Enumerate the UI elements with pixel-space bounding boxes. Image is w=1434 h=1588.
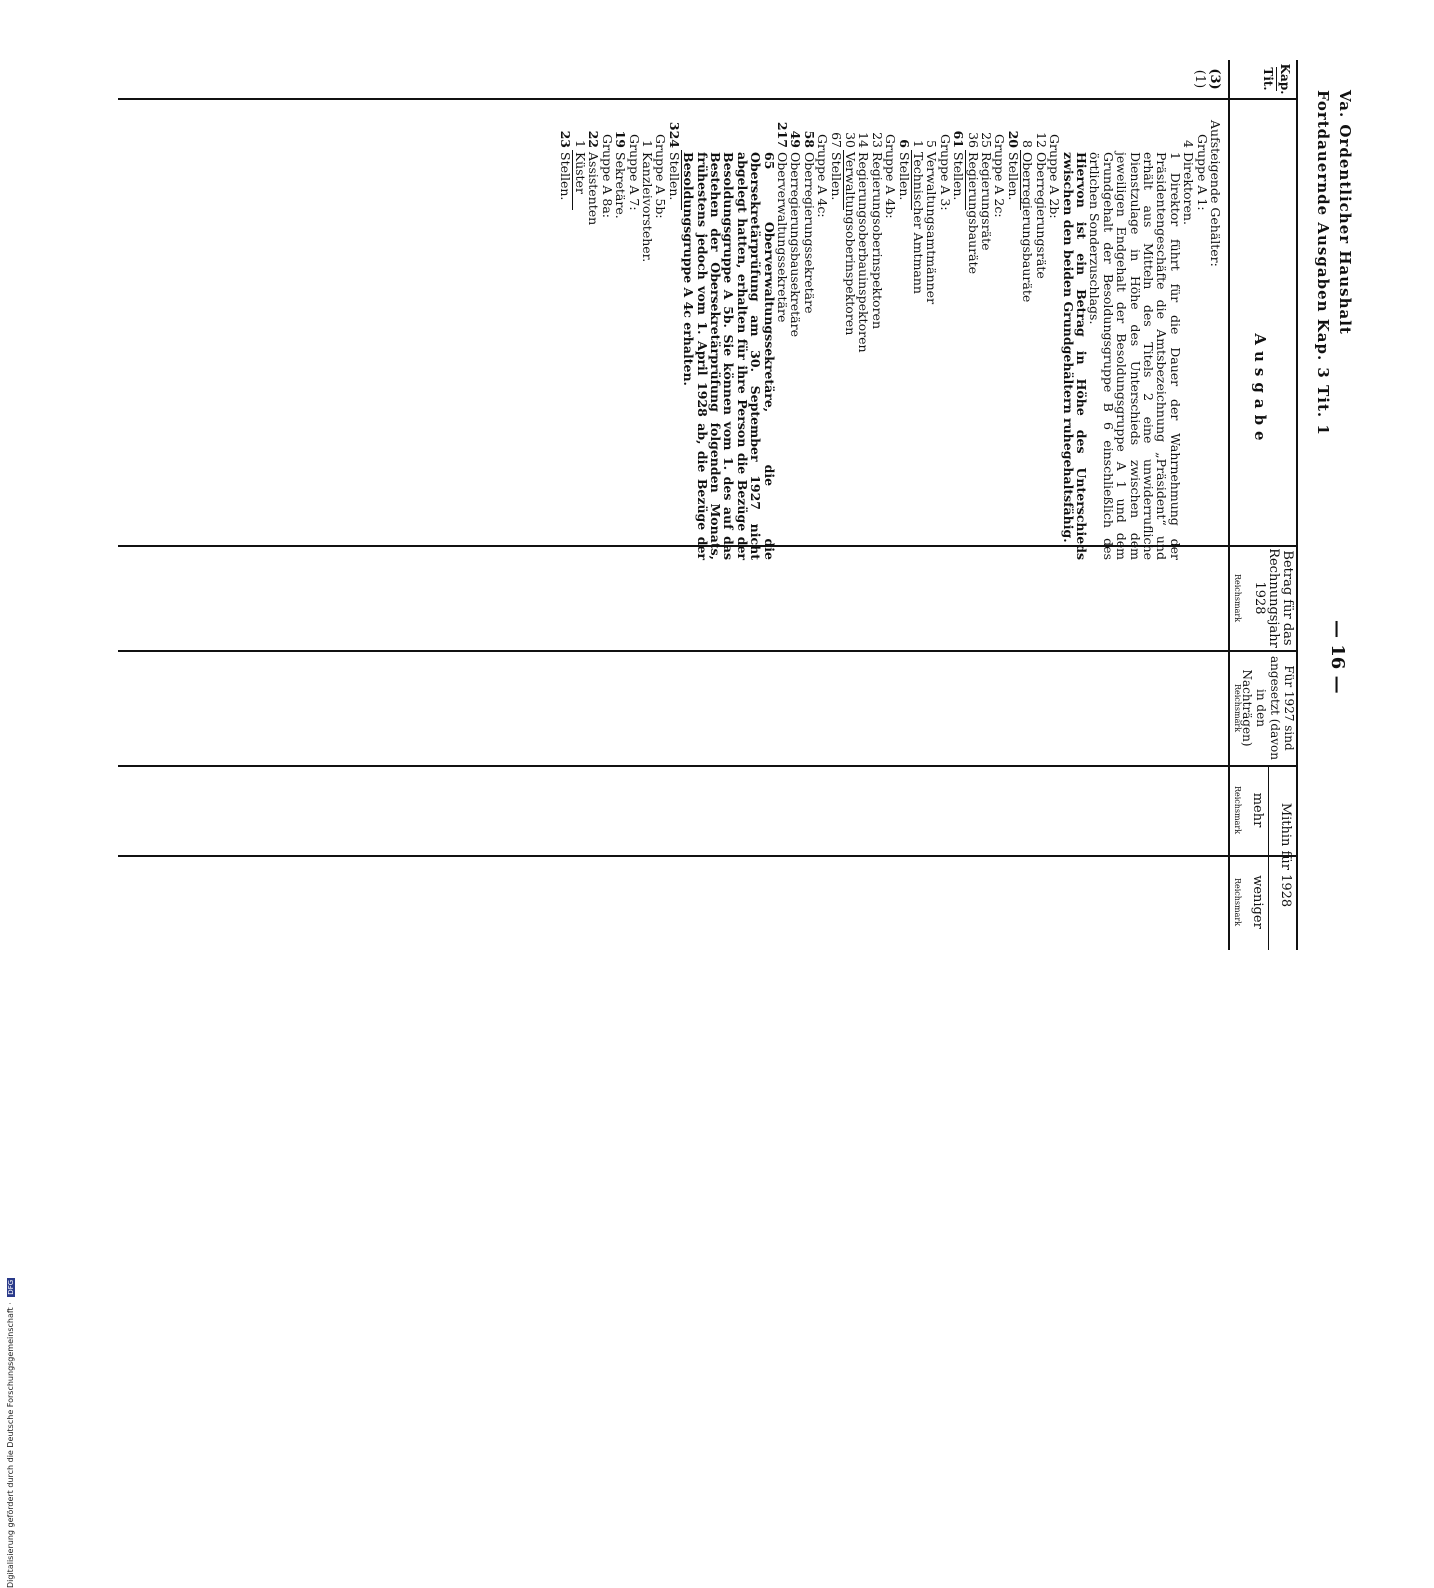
kap-label: Kap.	[1278, 63, 1292, 95]
count: 4	[1181, 140, 1197, 148]
weniger-header: weniger	[1250, 875, 1265, 929]
dfg-logo: DFG	[7, 1279, 15, 1295]
kap-tit-header	[1261, 60, 1292, 98]
header-bottom-rule	[1229, 60, 1231, 950]
mithin-header: Mithin für 1928	[1278, 802, 1293, 908]
weniger-unit: Reichsmark	[1233, 877, 1242, 927]
group-heading: Gruppe A 7:	[626, 134, 642, 211]
position-label: Verwaltungsoberinspektoren	[843, 152, 859, 336]
count: 22	[586, 130, 602, 148]
kap-tit-divider	[1276, 67, 1277, 91]
sum-label: Stellen.	[951, 152, 967, 201]
position-label: Oberregierungsräte	[1033, 152, 1049, 279]
count: 1	[572, 140, 588, 148]
betrag-header: Betrag für das Rechnungsjahr 1928	[1252, 548, 1295, 648]
sum-label: Stellen.	[666, 152, 682, 201]
group-heading: Gruppe A 4b:	[883, 134, 899, 219]
credit-text: Digitalisierung gefördert durch die Deutsche Forschungsgemeinschaft	[6, 1307, 15, 1588]
page-number: — 16 —	[1327, 620, 1348, 694]
ausgabe-body	[559, 120, 1222, 560]
sidebar-credit: Digitalisierung gefördert durch die Deutsche Forschungsgemeinschaft · DFG	[6, 1279, 15, 1588]
sum-label: Stellen.	[896, 152, 912, 201]
count: 36	[965, 132, 981, 148]
header-rule	[1296, 60, 1298, 950]
sum-label: Stellen.	[558, 152, 574, 201]
group-heading: Gruppe A 2c:	[992, 134, 1008, 218]
count: 5	[924, 140, 940, 148]
position-label: Regierungsoberinspektoren	[869, 152, 885, 330]
count: 1	[639, 140, 655, 148]
col-rule-mehr	[118, 855, 1298, 857]
sum-count: 324	[666, 121, 682, 148]
betrag-unit: Reichsmark	[1233, 573, 1242, 623]
note-paragraph-bold: Hiervon ist ein Betrag in Höhe des Unterschieds zwischen den beiden Grundgehältern ruhegehaltsfähig.	[1060, 152, 1089, 560]
position-label: Direktoren.	[1181, 152, 1197, 225]
tit-label: Tit.	[1261, 67, 1275, 91]
header-title: Va. Ordentlicher Haushalt	[1336, 90, 1354, 335]
tit-value: (1)	[1192, 69, 1207, 89]
position-label: Küster	[572, 152, 588, 194]
position-label: Assistenten	[586, 152, 602, 226]
sum-count: 23	[558, 130, 574, 148]
sum-label: Stellen.	[1005, 152, 1021, 201]
ausgabe-header: Ausgabe	[1251, 333, 1269, 447]
sum-count: 67	[828, 132, 844, 148]
kap-tit-values	[1192, 60, 1222, 98]
count: 23	[869, 132, 885, 148]
header-subtitle: Fortdauernde Ausgaben Kap. 3 Tit. 1	[1314, 90, 1332, 436]
rotated-document	[72, 60, 1362, 940]
mithin-divider	[1268, 765, 1269, 950]
mehr-unit: Reichsmark	[1233, 785, 1242, 835]
digitization-sidebar	[0, 600, 20, 1588]
aufsteigend-heading: Aufsteigende Gehälter:	[1208, 120, 1223, 267]
position-label: Oberregierungsbauräte	[1020, 152, 1036, 303]
page-header	[1292, 60, 1362, 940]
note-paragraph: 1 Direktor führt für die Dauer der Wahrnehmung der Präsidentengeschäfte die Amtsbezeichnung „Präsident“ und erhält aus Mitteln des Titels 2 eine unwiderrufliche Dienstzulage in Höhe des Unterschieds zwischen dem jeweiligen Endgehalt der Besoldungsgruppe A 1 und dem Grundgehalt der Besoldungsgruppe B 6 einschließlich des örtlichen Sonderzuschlags.	[1087, 152, 1183, 560]
count: 14	[856, 132, 872, 148]
position-label: Regierungsoberbauinspektoren	[856, 152, 872, 353]
group-heading: Gruppe A 8a:	[599, 134, 615, 219]
position-label: Sekretäre.	[613, 152, 629, 219]
position-label: Verwaltungsamtmänner	[924, 152, 940, 305]
sum-count: 20	[1005, 130, 1021, 148]
position-label: Oberregierungssekretäre	[801, 152, 817, 314]
count: 12	[1033, 132, 1049, 148]
group-heading: Gruppe A 5b:	[653, 134, 669, 219]
col-rule-betrag	[118, 650, 1298, 652]
count: 1	[911, 140, 927, 148]
count: 30	[843, 132, 859, 148]
position-label: Oberverwaltungssekretäre	[775, 152, 790, 323]
group-heading: Gruppe A 3:	[937, 134, 953, 211]
count: 58	[801, 130, 817, 148]
angesetzt-unit: Reichsmark	[1233, 683, 1242, 733]
col-rule-angesetzt	[118, 765, 1298, 767]
note-paragraph-bold: 65 Oberverwaltungssekretäre, die die Obersekretärprüfung am 30. September 1927 nicht abgelegt hatten, erhalten für ihre Person die Bezüge der Besoldungsgruppe A 5b. Sie können vom 1. des auf das Bestehen der Obersekretärprüfung folgenden Monats, frühestens jedoch vom 1. April 1928 ab, die Bezüge der Besoldungsgruppe A 4c erhalten.	[681, 152, 777, 560]
position-label: Technischer Amtmann	[911, 152, 927, 294]
col-rule-left	[118, 98, 1298, 100]
sum-count: 6	[896, 139, 912, 148]
count: 8	[1020, 140, 1036, 148]
count: 49	[788, 130, 804, 148]
sum-label: Stellen.	[828, 152, 844, 201]
kap-value: (3)	[1207, 68, 1222, 90]
angesetzt-header: Für 1927 sind angesetzt (davon in den Nachträgen)	[1240, 656, 1296, 760]
group-heading: Gruppe A 1:	[1194, 134, 1210, 211]
group-heading: Gruppe A 2b:	[1047, 134, 1063, 219]
sum-count: 61	[951, 130, 967, 148]
mehr-header: mehr	[1250, 792, 1265, 828]
count: 25	[979, 132, 995, 148]
group-heading: Gruppe A 4c:	[815, 134, 831, 218]
position-label: Regierungsräte	[979, 152, 995, 251]
position-label: Oberregierungsbausekretäre	[788, 152, 804, 337]
position-label: Regierungsbauräte	[965, 152, 981, 275]
count: 217	[775, 121, 790, 148]
count: 19	[613, 130, 629, 148]
position-label: Kanzleivorsteher.	[639, 152, 655, 263]
